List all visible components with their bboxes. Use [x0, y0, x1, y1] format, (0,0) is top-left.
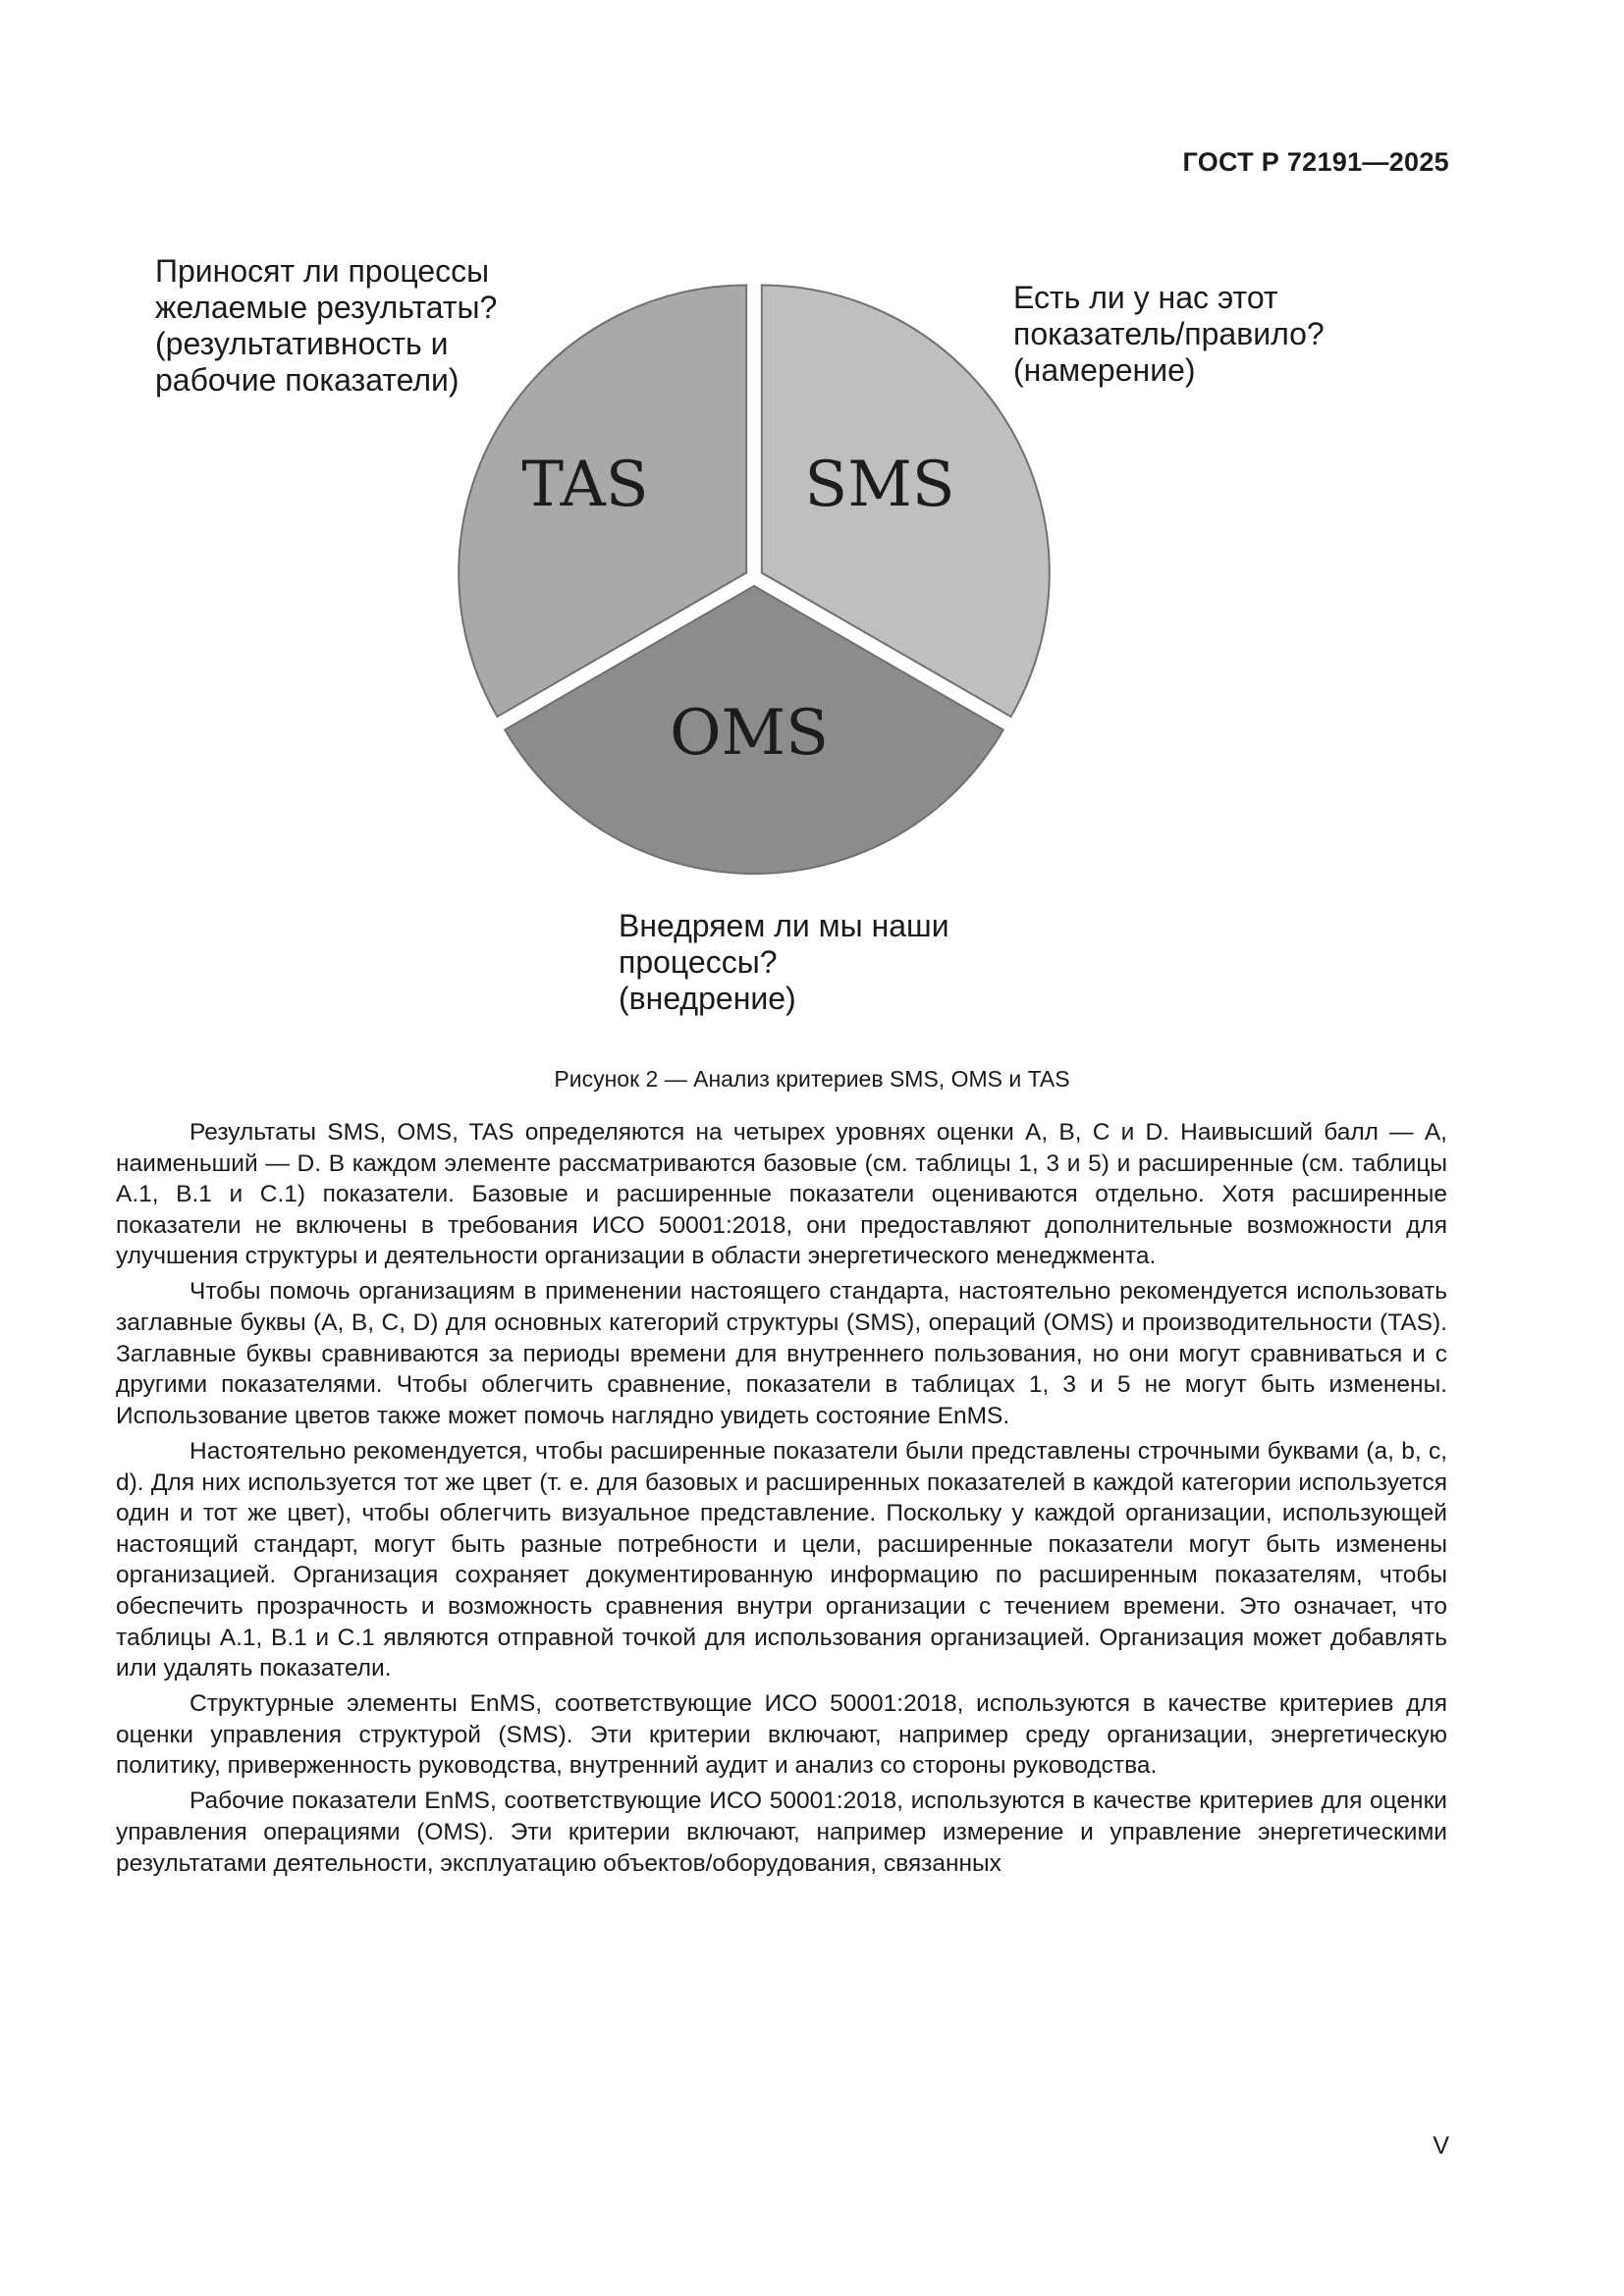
paragraph: Результаты SMS, OMS, TAS определяются на четырех уровнях оценки A, B, C и D. Наивысший балл — A, наименьший — D. В каждом элементе рассматриваются базовые (см. таблицы 1, 3 и 5) и расширенные (см. таблицы A.1, B.1 и C.1) показатели. Базовые и расширенные показатели оцениваются отдельно. Хотя расширенные показатели не включены в требования ИСО 50001:2018, они предоставляют дополнительные возможности для улучшения структуры и деятельности организации в области энергетического менеджмента.	[116, 1119, 1447, 1270]
paragraph: Структурные элементы EnMS, соответствующие ИСО 50001:2018, используются в качестве критериев для оценки управления структурой (SMS). Эти критерии включают, например среду организации, энергетическую политику, приверженность руководства, внутренний аудит и анализ со стороны руководства.	[116, 1690, 1447, 1780]
sms-question-line: показатель/правило?	[1013, 316, 1325, 351]
sms-question	[1013, 280, 1325, 389]
oms-question-line: процессы?	[619, 944, 778, 980]
oms-question	[619, 908, 949, 1017]
oms-question-line: (внедрение)	[619, 981, 796, 1016]
tas-question	[155, 253, 497, 399]
tas-question-line: (результативность и	[155, 326, 449, 361]
sms-segment-label: SMS	[804, 449, 955, 521]
body-text	[116, 1117, 1447, 1884]
paragraph: Настоятельно рекомендуется, чтобы расширенные показатели были представлены строчными буквами (a, b, c, d). Для них используется тот же цвет (т. е. для базовых и расширенных показателей в каждой категории используется один и тот же цвет), чтобы облегчить визуальное представление. Поскольку у каждой организации, использующей настоящий стандарт, могут быть разные потребности и цели, расширенные показатели могут быть изменены организацией. Организация сохраняет документированную информацию по расширенным показателям, чтобы обеспечить прозрачность и возможность сравнения внутри организации с течением времени. Это означает, что таблицы A.1, B.1 и C.1 являются отправной точкой для использования организацией. Организация может добавлять или удалять показатели.	[116, 1437, 1447, 1682]
sms-question-line: (намерение)	[1013, 352, 1196, 388]
standard-header: ГОСТ Р 72191—2025	[1182, 147, 1449, 177]
tas-question-line: Приносят ли процессы	[155, 253, 490, 289]
sms-question-line: Есть ли у нас этот	[1013, 280, 1278, 315]
paragraph: Рабочие показатели EnMS, соответствующие ИСО 50001:2018, используются в качестве критериев для оценки управления операциями (OMS). Эти критерии включают, например измерение и управление энергетическими результатами деятельности, эксплуатацию объектов/оборудования, связанных	[116, 1788, 1447, 1877]
tas-question-line: желаемые результаты?	[155, 290, 498, 325]
oms-segment-label: OMS	[670, 697, 829, 770]
tas-segment-label: TAS	[521, 449, 649, 521]
tas-question-line: рабочие показатели)	[155, 362, 460, 398]
oms-question-line: Внедряем ли мы наши	[619, 908, 949, 943]
paragraph: Чтобы помочь организациям в применении настоящего стандарта, настоятельно рекомендуется использовать заглавные буквы (A, B, C, D) для основных категорий структуры (SMS), операций (OMS) и производительности (TAS). Заглавные буквы сравниваются за периоды времени для внутреннего пользования, но они могут сравниваться и с другими показателями. Чтобы облегчить сравнение, показатели в таблицах 1, 3 и 5 не могут быть изменены. Использование цветов также может помочь наглядно увидеть состояние EnMS.	[116, 1278, 1447, 1429]
page-number: V	[1433, 2132, 1449, 2160]
figure-caption: Рисунок 2 — Анализ критериев SMS, OMS и TAS	[554, 1066, 1070, 1092]
criteria-pie-figure	[0, 0, 1624, 1041]
